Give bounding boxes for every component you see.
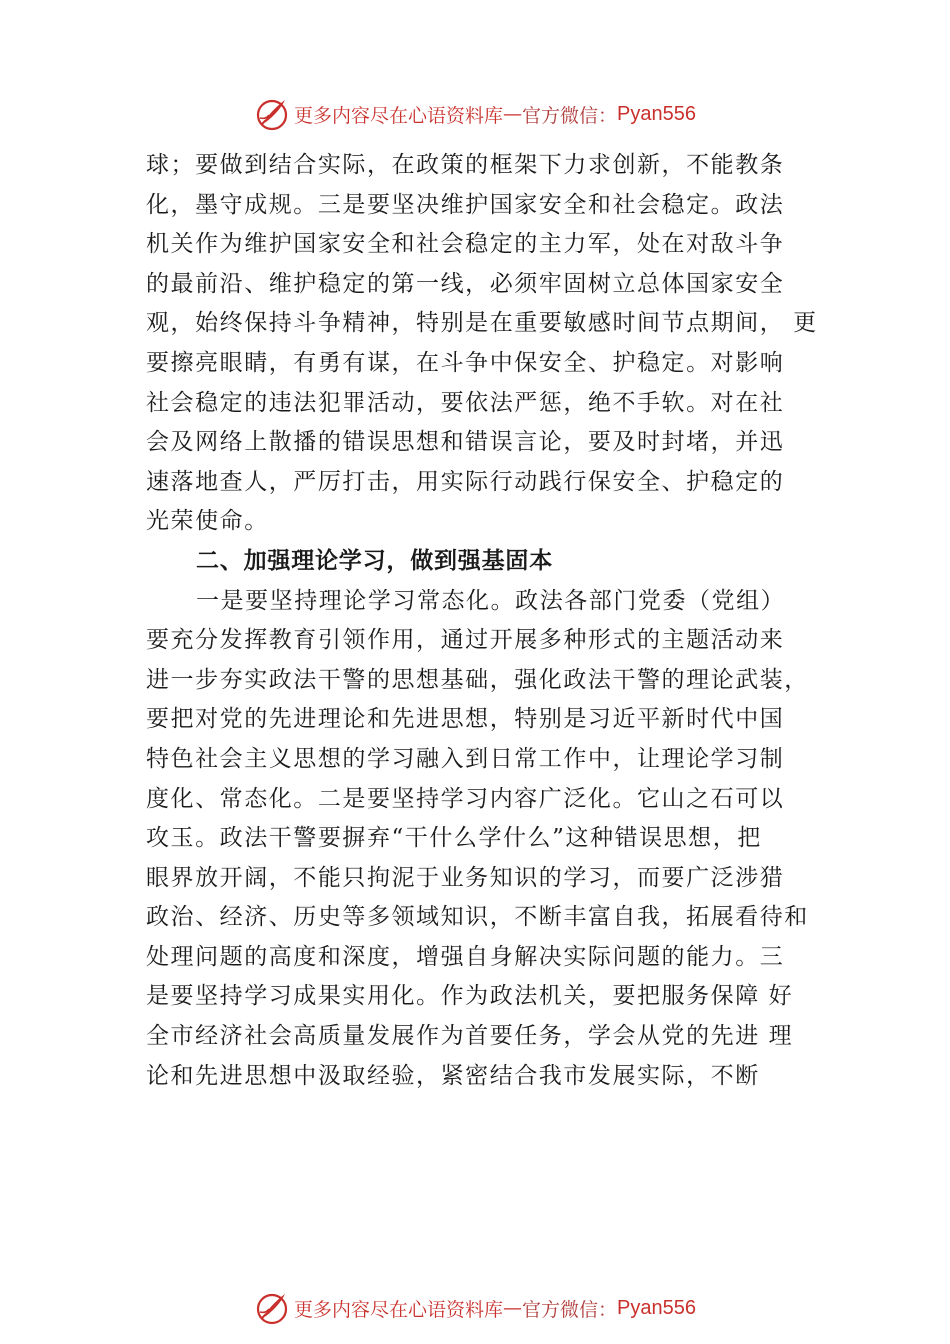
brush-quill-logo-icon [254, 1290, 290, 1326]
section-heading: 二、加强理论学习，做到强基固本 [196, 547, 553, 574]
text-line: 度化、常态化。二是要坚持学习内容广泛化。它山之石可以 [146, 785, 785, 812]
text-line: 政治、经济、历史等多领域知识，不断丰富自我，拓展看待和 [146, 904, 809, 931]
banner-separator: — [503, 103, 523, 125]
banner-official-label: 官方微信： [522, 104, 618, 127]
text-line: 攻玉。政法干警要摒弃“干什么学什么”这种错误思想，把 [146, 825, 762, 852]
text-line: 会及网络上散播的错误思想和错误言论，要及时封堵，并迅 [146, 429, 785, 456]
text-line: 眼界放开阔，不能只拘泥于业务知识的学习，而要广泛涉猎 [146, 864, 785, 891]
text-line: 处理问题的高度和深度，增强自身解决实际问题的能力。三 [146, 943, 785, 970]
banner-brand: 更多内容尽在心语资料库 [294, 104, 504, 127]
banner-official-label: 官方微信： [522, 1298, 618, 1321]
document-body [146, 146, 836, 1096]
banner-wechat-id: Pyan556 [617, 102, 696, 125]
footer-banner [0, 1288, 950, 1328]
brush-quill-logo-icon [254, 96, 290, 132]
text-line: 是要坚持学习成果实用化。作为政法机关，要把服务保障 好 [146, 983, 794, 1010]
text-line: 特色社会主义思想的学习融入到日常工作中，让理论学习制 [146, 745, 785, 772]
text-line: 全市经济社会高质量发展作为首要任务，学会从党的先进 理 [146, 1023, 794, 1050]
text-line: 观，始终保持斗争精神，特别是在重要敏感时间节点期间， 更 [146, 310, 818, 337]
text-line: 球；要做到结合实际，在政策的框架下力求创新，不能教条 [146, 152, 785, 178]
header-banner [0, 94, 950, 134]
text-line: 一是要坚持理论学习常态化。政法各部门党委（党组） [196, 587, 786, 614]
text-line: 要把对党的先进理论和先进思想，特别是习近平新时代中国 [146, 706, 785, 733]
banner-brand: 更多内容尽在心语资料库 [294, 1298, 504, 1321]
text-line: 化，墨守成规。三是要坚决维护国家安全和社会稳定。政法 [146, 191, 785, 218]
text-line: 光荣使命。 [146, 508, 269, 535]
text-line: 机关作为维护国家安全和社会稳定的主力军，处在对敌斗争 [146, 231, 785, 258]
text-line: 的最前沿、维护稳定的第一线，必须牢固树立总体国家安全 [146, 270, 785, 297]
text-line: 进一步夯实政法干警的思想基础，强化政法干警的理论武装， [146, 666, 809, 693]
text-line: 要擦亮眼睛，有勇有谋，在斗争中保安全、护稳定。对影响 [146, 349, 785, 376]
banner-wechat-id: Pyan556 [617, 1296, 696, 1319]
banner-separator: — [503, 1297, 523, 1319]
text-line: 社会稳定的违法犯罪活动，要依法严惩，绝不手软。对在社 [146, 389, 785, 416]
text-line: 论和先进思想中汲取经验，紧密结合我市发展实际，不断 [146, 1062, 760, 1089]
text-line: 速落地查人，严厉打击，用实际行动践行保安全、护稳定的 [146, 468, 785, 495]
text-line: 要充分发挥教育引领作用，通过开展多种形式的主题活动来 [146, 627, 785, 654]
